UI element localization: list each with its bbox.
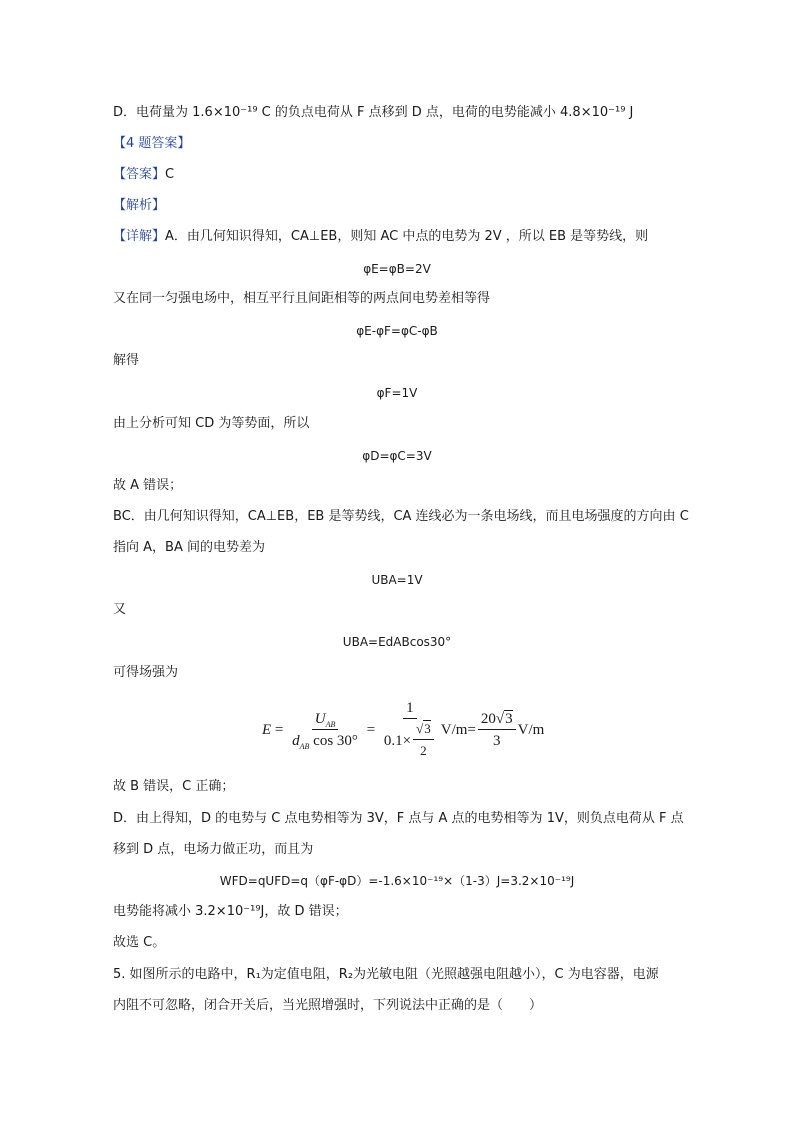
fraction-3: $\frac{20√3}{3}$ [478, 709, 516, 752]
field-strength-formula: E = $\frac{U_{AB}}{d_{AB} \cos 30^\circ}$ = 1 0.1× $\frac{√3}{2}$ V/m = $\frac{20√3}{3}$ V/m [262, 698, 544, 762]
equation-7: WFD=qUFD=q（φF-φD）=-1.6×10⁻¹⁹×（1-3）J=3.2×10⁻¹⁹J [219, 874, 575, 888]
answer-row [113, 166, 174, 184]
b-wrong: 故 B 错误，C 正确； [113, 779, 235, 794]
option-d: D．电荷量为 1.6×10⁻¹⁹ C 的负点电荷从 F 点移到 D 点，电荷的电势能减小 4.8×10⁻¹⁹ J [113, 105, 634, 120]
detail-row [113, 228, 648, 246]
frac2-den-pre: 0.1× [383, 732, 412, 749]
bc-line-1: BC．由几何知识得知，CA⊥EB，EB 是等势线，CA 连线必为一条电场线，而且电场强度的方向由 C [113, 509, 689, 524]
fraction-1 [289, 709, 361, 752]
q5-line-1: 5. 如图所示的电路中，R₁为定值电阻，R₂为光敏电阻（光照越强电阻越小），C 为电容器，电源 [113, 967, 659, 982]
a-wrong: 故 A 错误； [113, 478, 183, 493]
two: 2 [420, 743, 427, 758]
you-label: 又 [113, 602, 127, 617]
equation-2: φE-φF=φC-φB [356, 324, 438, 338]
formula-lhs: E [262, 721, 272, 738]
frac1-num-sub: AB [325, 719, 336, 729]
d-line-3: 电势能将减小 3.2×10⁻¹⁹J，故 D 错误； [113, 904, 348, 919]
fraction-2: 1 0.1× $\frac{√3}{2}$ [381, 698, 439, 762]
sqrt-3: 3 [424, 721, 431, 736]
unit-1: V/m [440, 721, 468, 738]
detail-a-text: A．由几何知识得知，CA⊥EB，则知 AC 中点的电势为 2V ，所以 EB 是等势线，则 [165, 229, 649, 244]
detail-label: 【详解】 [113, 229, 166, 244]
equation-4: φD=φC=3V [362, 449, 432, 463]
equation-3: φF=1V [376, 386, 418, 400]
frac3-den: 3 [493, 732, 501, 749]
equation-1: φE=φB=2V [363, 262, 431, 276]
frac2-num: 1 [403, 698, 417, 719]
frac1-den: d [292, 732, 300, 749]
sqrt-3b: 3 [505, 710, 513, 727]
frac1-den-sub: AB [299, 741, 310, 751]
parallel-line: 又在同一匀强电场中，相互平行且间距相等的两点间电势差相等得 [113, 291, 491, 306]
q5-line-2: 内阻不可忽略，闭合开关后，当光照增强时，下列说法中正确的是（ ） [113, 998, 543, 1013]
answer-label: 【答案】 [113, 167, 166, 182]
equation-5: UBA=1V [371, 573, 423, 587]
equation-6: UBA=EdABcos30° [342, 635, 452, 649]
cd-line: 由上分析可知 CD 为等势面，所以 [113, 416, 310, 431]
d-line-2: 移到 D 点，电场力做正功，而且为 [113, 842, 314, 857]
frac1-num: U [314, 710, 326, 727]
bc-line-2: 指向 A，BA 间的电势差为 [113, 540, 265, 555]
unit-2: V/m [517, 721, 545, 738]
q4-title: 【4 题答案】 [113, 136, 191, 151]
choose-line: 故选 C。 [113, 935, 166, 950]
analysis-label: 【解析】 [113, 198, 166, 213]
solve-label: 解得 [113, 353, 140, 368]
answer-value: C [165, 167, 175, 182]
frac1-den-tail: cos 30° [313, 732, 358, 749]
d-line-1: D．由上得知，D 的电势与 C 点电势相等为 3V，F 点与 A 点的电势相等为 1V，则负点电荷从 F 点 [113, 811, 684, 826]
frac3-num-pre: 20 [480, 710, 496, 727]
field-label: 可得场强为 [113, 665, 179, 680]
